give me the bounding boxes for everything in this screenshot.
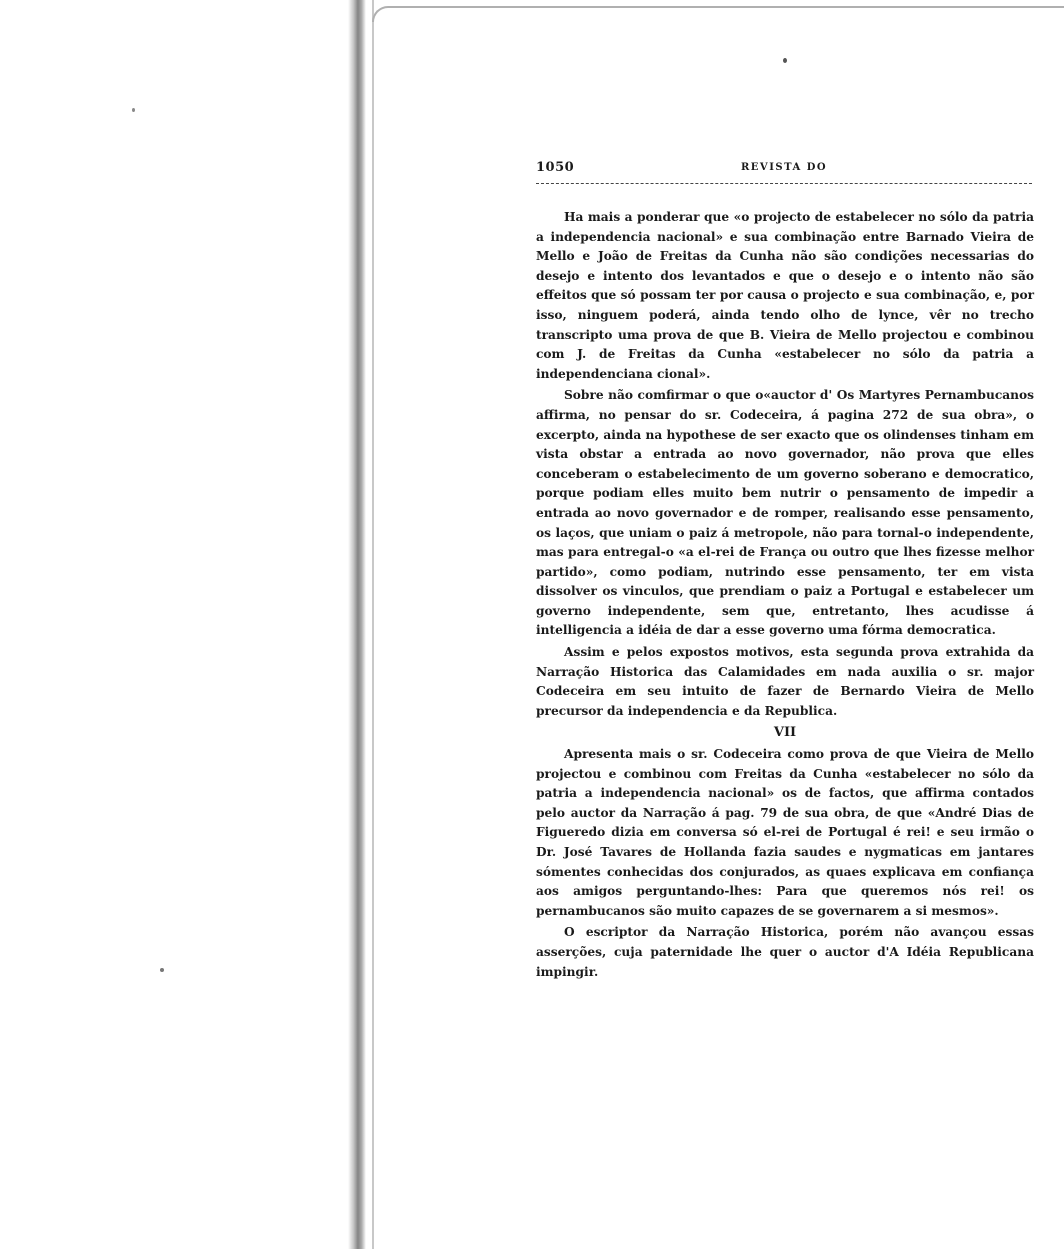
page-header bbox=[536, 160, 1036, 182]
paragraph: O escriptor da Narração Historica, porém não avançou essas asserções, cuja paternidade lhe quer o auctor d'A Idéia Republicana impingir. bbox=[536, 925, 1034, 979]
paragraph: Assim e pelos expostos motivos, esta segunda prova extrahida da Narração Historica das Calamidades em nada auxilia o sr. major Codeceira em seu intuito de fazer de Bernardo Vieira de Mello precursor da independencia e da Republica. bbox=[536, 645, 1034, 718]
paragraph: Sobre não comfirmar o que o«auctor d' Os Martyres Pernambucanos affirma, no pensar do sr. Codeceira, á pagina 272 de sua obra», o excerpto, ainda na hypothese de ser exacto que os olindenses tinham em vista obstar a entrada ao novo governador, não prova que elles conceberam o estabelecimento de um governo soberano e democratico, porque podiam elles muito bem nutrir o pensamento de impedir a entrada ao novo governador e de romper, realisando esse pensamento, os laços, que uniam o paiz á metropole, não para tornal-o independente, mas para entregal-o «a el-rei de França ou outro que lhes fizesse melhor partido», como podiam, nutrindo esse pensamento, ter em vista dissolver os vinculos, que prendiam o paiz a Portugal e estabelecer um governo independente, sem que, entretanto, lhes acudisse á intelligencia a idéia de dar a esse governo uma fórma democratica. bbox=[536, 388, 1034, 638]
page-number: 1050 bbox=[536, 160, 575, 175]
ink-speck bbox=[132, 108, 135, 112]
paragraph: Ha mais a ponderar que «o projecto de estabelecer no sólo da patria a independencia nacional» e sua combinação entre Barnado Vieira de Mello e João de Freitas da Cunha não são condições necessarias do desejo e intento dos levantados e que o desejo e o intento não são effeitos que só possam ter por causa o projecto e sua combinação, e, por isso, ninguem poderá, ainda tendo olho de lynce, vêr no trecho transcripto uma prova de que B. Vieira de Mello projectou e combinou com J. de Freitas da Cunha «estabelecer no sólo da patria a independenciana cional». bbox=[536, 210, 1034, 381]
ink-speck bbox=[783, 58, 787, 63]
section-heading: VII bbox=[773, 725, 797, 741]
book-page bbox=[536, 160, 1036, 979]
header-rule bbox=[536, 183, 1032, 184]
body-text bbox=[536, 208, 1034, 982]
page-edge-line bbox=[372, 0, 374, 1249]
page-top-curl bbox=[372, 6, 1064, 22]
paragraph: Apresenta mais o sr. Codeceira como prova de que Vieira de Mello projectou e combinou com Freitas da Cunha «estabelecer no sólo da patria a independencia nacional» os de factos, que affirma contados pelo auctor da Narração á pag. 79 de sua obra, de que «André Dias de Figueredo dizia em conversa só el-rei de Portugal é rei! e seu irmão o Dr. José Tavares de Hollanda fazia saudes e nygmaticas em jantares sómentes conhecidas dos conjurados, as quaes explicava em confiança aos amigos perguntando-lhes: Para que queremos nós rei! os pernambucanos são muito capazes de se governarem a si mesmos». bbox=[536, 747, 1034, 918]
book-binding-shadow bbox=[348, 0, 366, 1249]
running-head: REVISTA DO bbox=[741, 162, 828, 173]
ink-speck bbox=[160, 968, 164, 972]
